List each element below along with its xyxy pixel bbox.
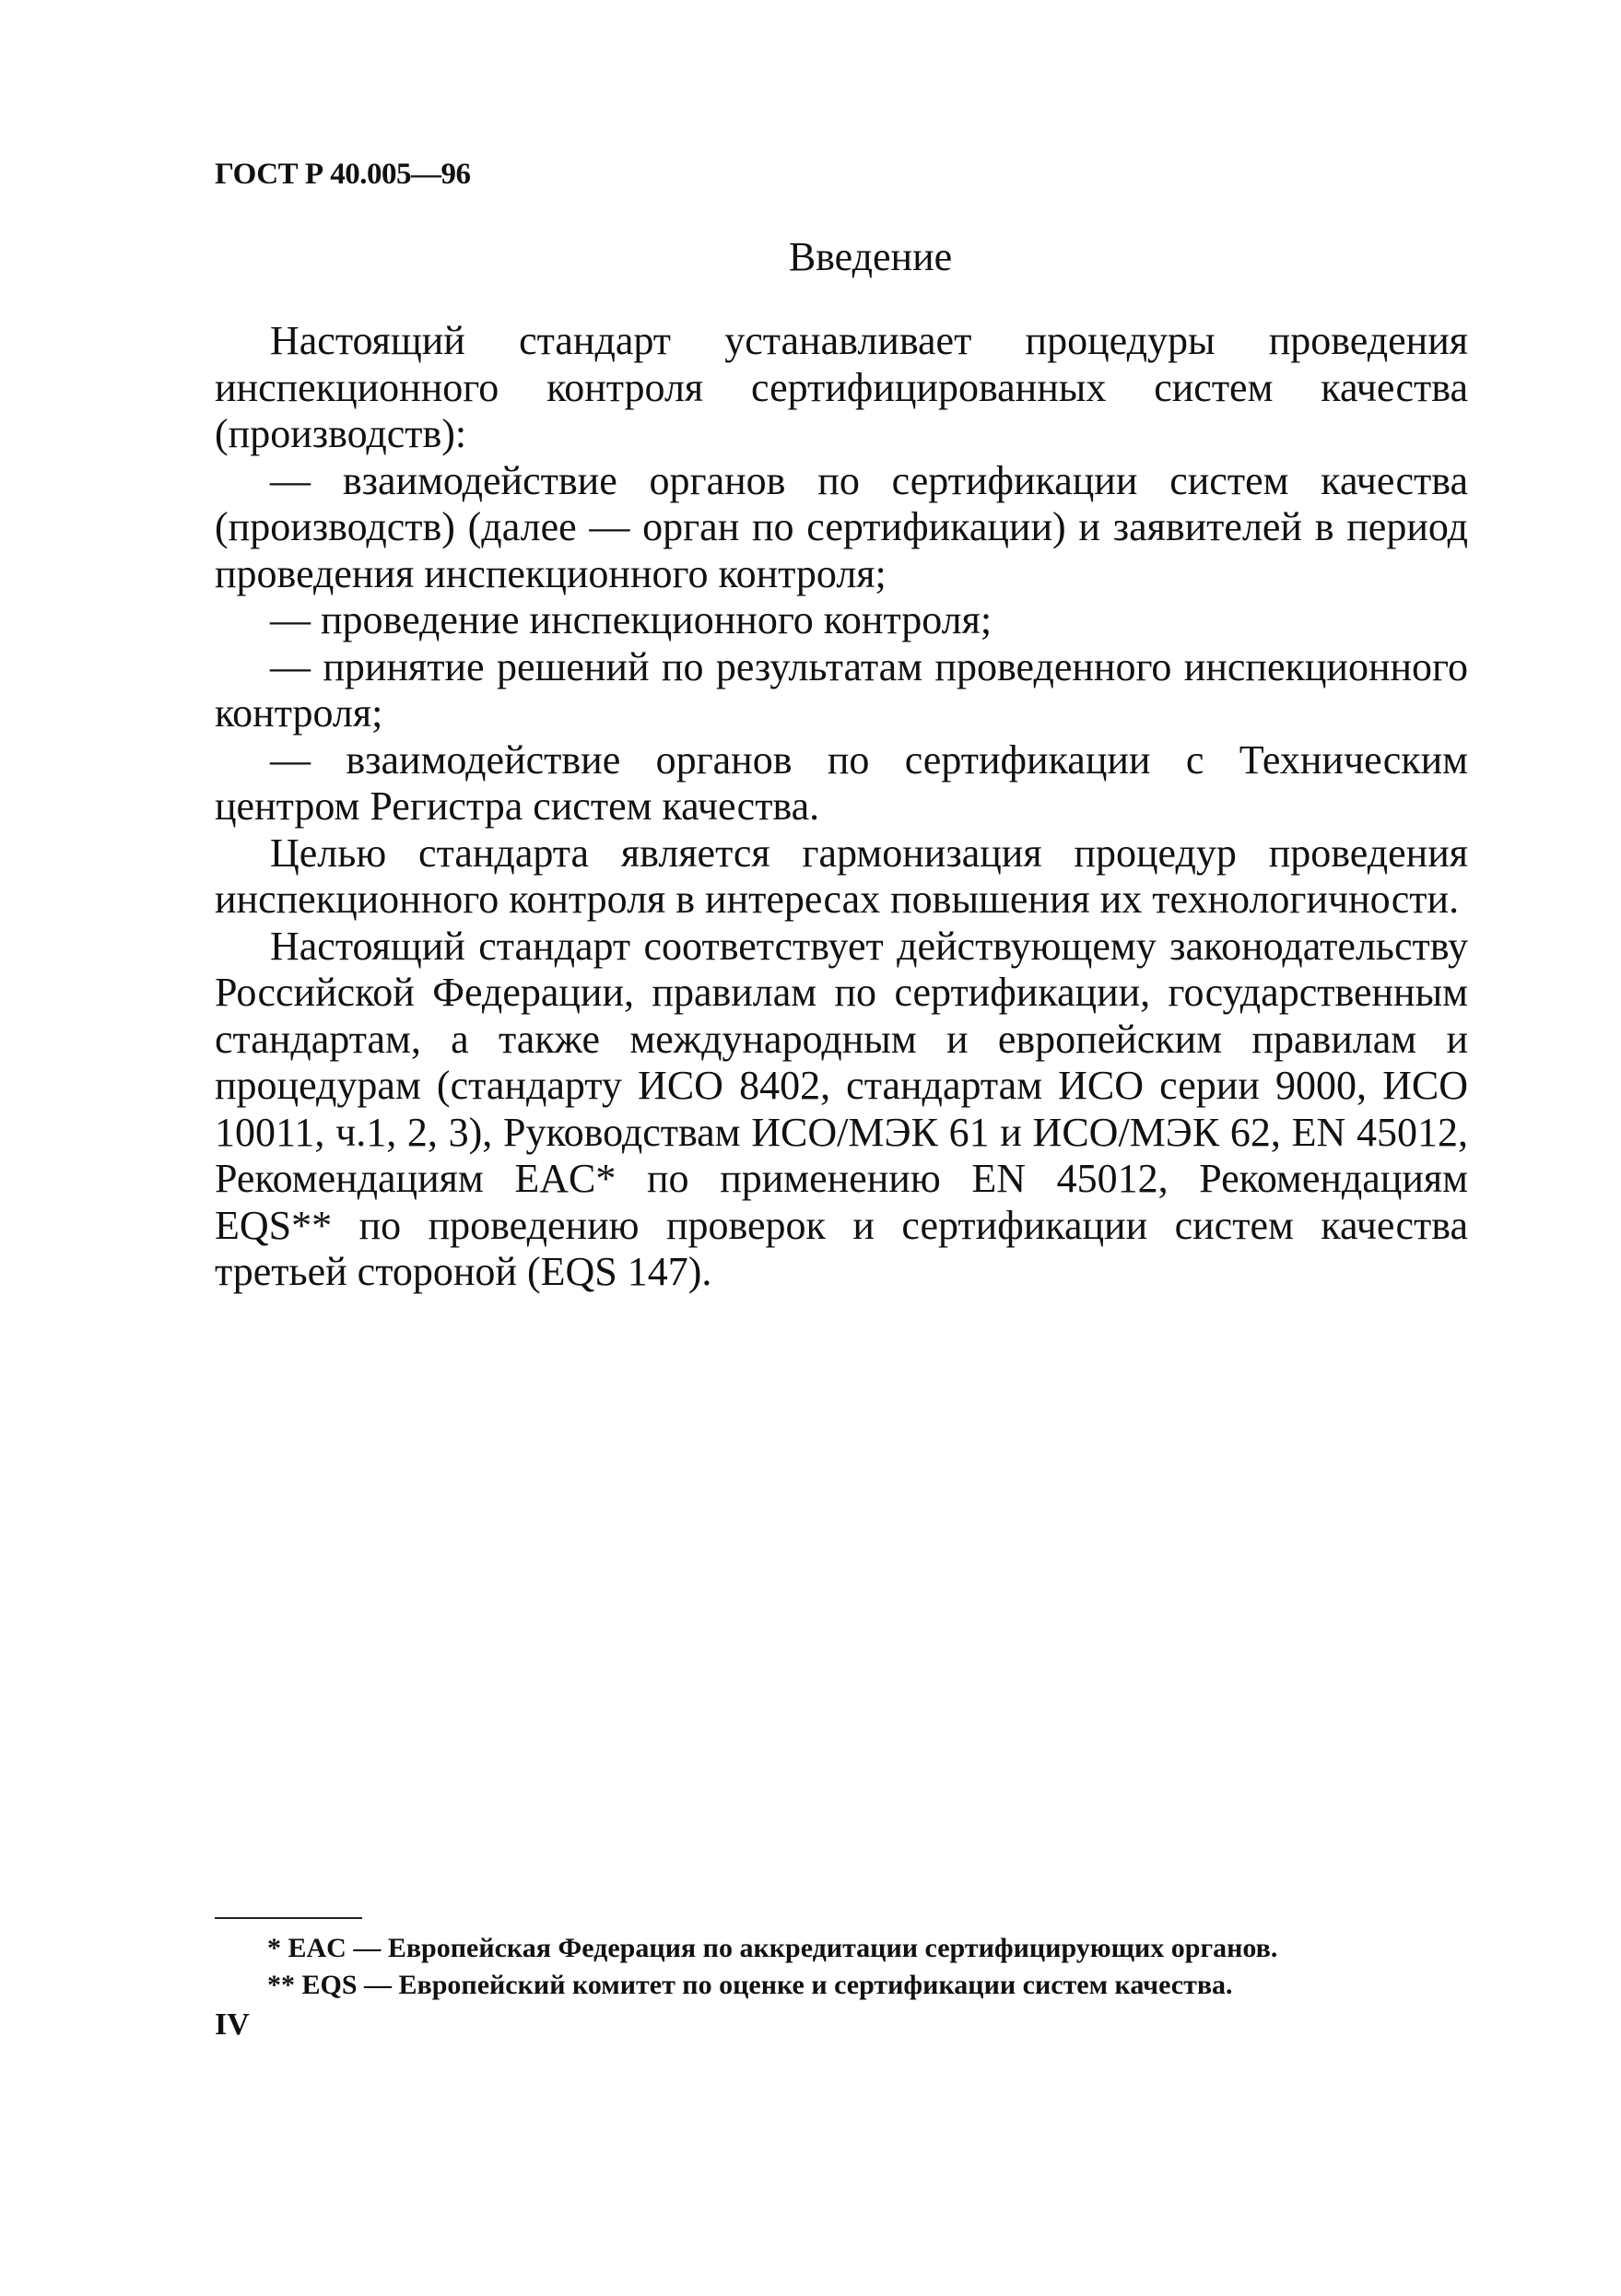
body-text bbox=[215, 318, 1468, 1296]
paragraph-intro: Настоящий стандарт устанавливает процедуры проведения инспекционного контроля сертифицированных систем качества (производств): bbox=[215, 318, 1468, 456]
paragraph-compliance: Настоящий стандарт соответствует действующему законодательству Российской Федерации, правилам по сертификации, государственным стандартам, а также международным и европейским правилам и процедурам (стандарту ИСО 8402, стандартам ИСО серии 9000, ИСО 10011, ч.1, 2, 3), Руководствам ИСО/МЭК 61 и ИСО/МЭК 62, EN 45012, Рекомендациям EAC* по применению EN 45012, Рекомендациям EQS** по проведению проверок и сертификации систем качества третьей стороной (EQS 147). bbox=[215, 923, 1468, 1294]
list-item: — взаимодействие органов по сертификации с Техническим центром Регистра систем качества. bbox=[215, 736, 1468, 829]
section-title: Введение bbox=[788, 234, 953, 279]
footnote-divider bbox=[215, 1917, 362, 1919]
footnote-eac: * EAC — Европейская Федерация по аккредитации сертифицирующих органов. bbox=[267, 1933, 1278, 1963]
page-number: IV bbox=[215, 2008, 250, 2042]
list-item: — принятие решений по результатам проведенного инспекционного контроля; bbox=[215, 643, 1468, 736]
list-item: — проведение инспекционного контроля; bbox=[270, 597, 993, 642]
footnotes bbox=[267, 1930, 1502, 2004]
list-item: — взаимодействие органов по сертификации систем качества (производств) (далее — орган по сертификации) и заявителей в период проведения инспекционного контроля; bbox=[215, 457, 1468, 596]
standard-code: ГОСТ Р 40.005—96 bbox=[215, 158, 471, 191]
footnote-eqs: ** EQS — Европейский комитет по оценке и сертификации систем качества. bbox=[267, 1970, 1233, 2000]
paragraph-goal: Целью стандарта является гармонизация процедур проведения инспекционного контроля в интересах повышения их технологичности. bbox=[215, 830, 1468, 922]
